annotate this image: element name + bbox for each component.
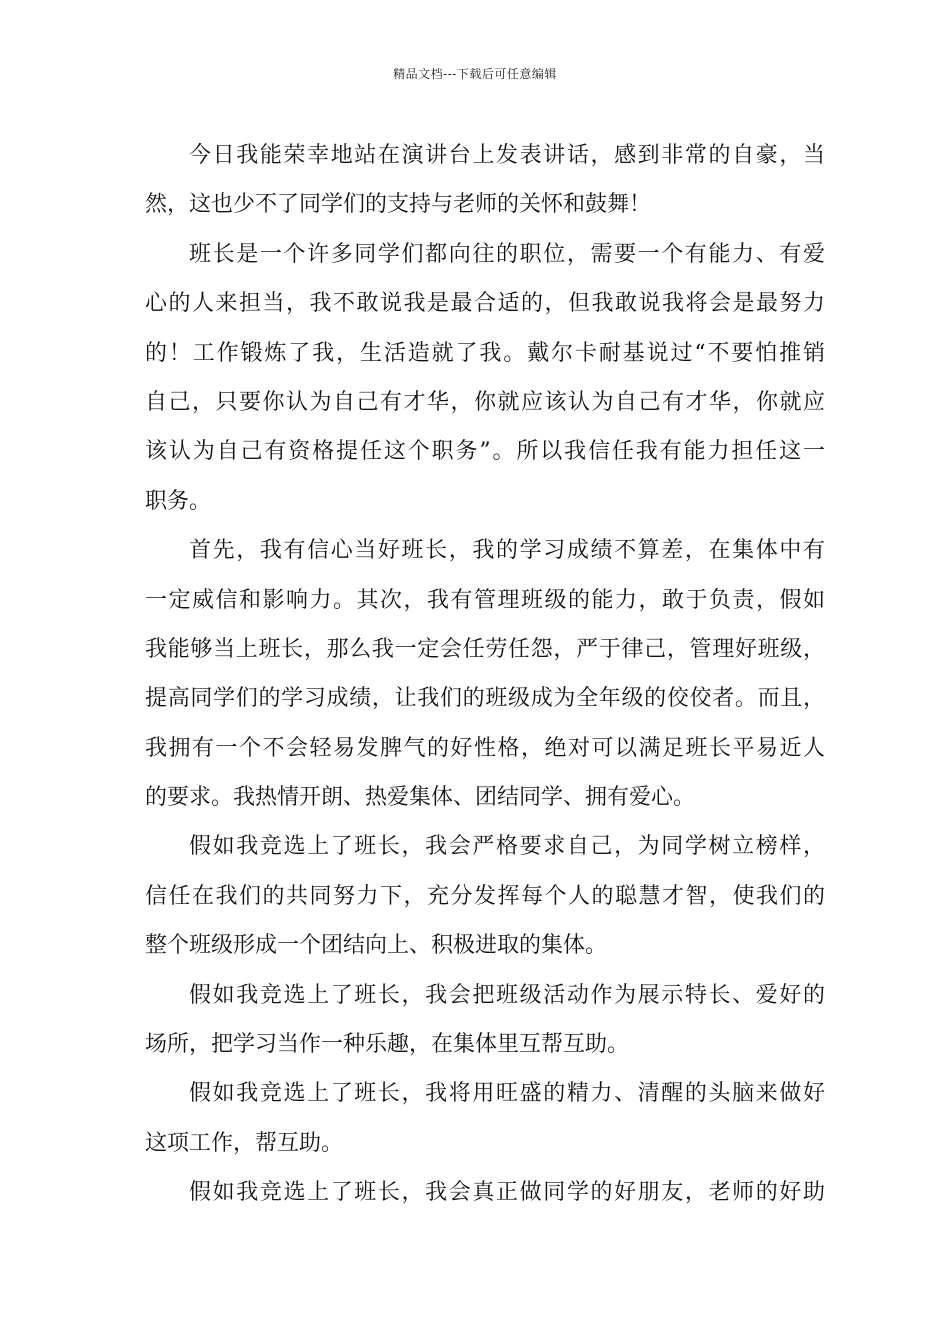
text-line: 心的人来担当，我不敢说我是最合适的，但我敢说我将会是最努力 <box>145 291 825 317</box>
text-line: 自己，只要你认为自己有才华，你就应该认为自己有才华，你就应 <box>145 389 825 415</box>
text-line: 整个班级形成一个团结向上、积极进取的集体。 <box>145 933 608 959</box>
text-line: 我能够当上班长，那么我一定会任劳任怨，严于律己，管理好班级， <box>145 636 825 662</box>
text-line: 首先，我有信心当好班长，我的学习成绩不算差，在集体中有 <box>189 538 825 564</box>
text-line: 的要求。我热情开朗、热爱集体、团结同学、拥有爱心。 <box>145 785 696 811</box>
page-header: 精品文档---下载后可任意编辑 <box>393 67 557 81</box>
text-line: 班长是一个许多同学们都向往的职位，需要一个有能力、有爱 <box>189 241 825 267</box>
text-line: 假如我竞选上了班长，我会把班级活动作为展示特长、爱好的 <box>189 982 825 1008</box>
text-line: 一定威信和影响力。其次，我有管理班级的能力，敢于负责，假如 <box>145 587 825 613</box>
text-line: 该认为自己有资格提任这个职务”。所以我信任我有能力担任这一 <box>145 439 825 465</box>
text-line: 提高同学们的学习成绩，让我们的班级成为全年级的佼佼者。而且， <box>145 686 825 712</box>
text-line: 职务。 <box>145 488 212 514</box>
text-line: 然，这也少不了同学们的支持与老师的关怀和鼓舞！ <box>145 192 652 218</box>
text-line: 信任在我们的共同努力下，充分发挥每个人的聪慧才智，使我们的 <box>145 883 825 909</box>
text-line: 假如我竞选上了班长，我会真正做同学的好朋友，老师的好助 <box>189 1180 825 1206</box>
text-line: 我拥有一个不会轻易发脾气的好性格，绝对可以满足班长平易近人 <box>145 735 825 761</box>
text-line: 假如我竞选上了班长，我会严格要求自己，为同学树立榜样， <box>189 834 825 860</box>
speech-body <box>145 131 825 1218</box>
text-line: 假如我竞选上了班长，我将用旺盛的精力、清醒的头脑来做好 <box>189 1081 825 1107</box>
text-line: 的！工作锻炼了我，生活造就了我。戴尔卡耐基说过“不要怕推销 <box>145 340 825 366</box>
text-line: 场所，把学习当作一种乐趣，在集体里互帮互助。 <box>145 1032 630 1058</box>
text-line: 这项工作，帮互助。 <box>145 1130 344 1156</box>
text-line: 今日我能荣幸地站在演讲台上发表讲话，感到非常的自豪，当 <box>189 143 825 168</box>
